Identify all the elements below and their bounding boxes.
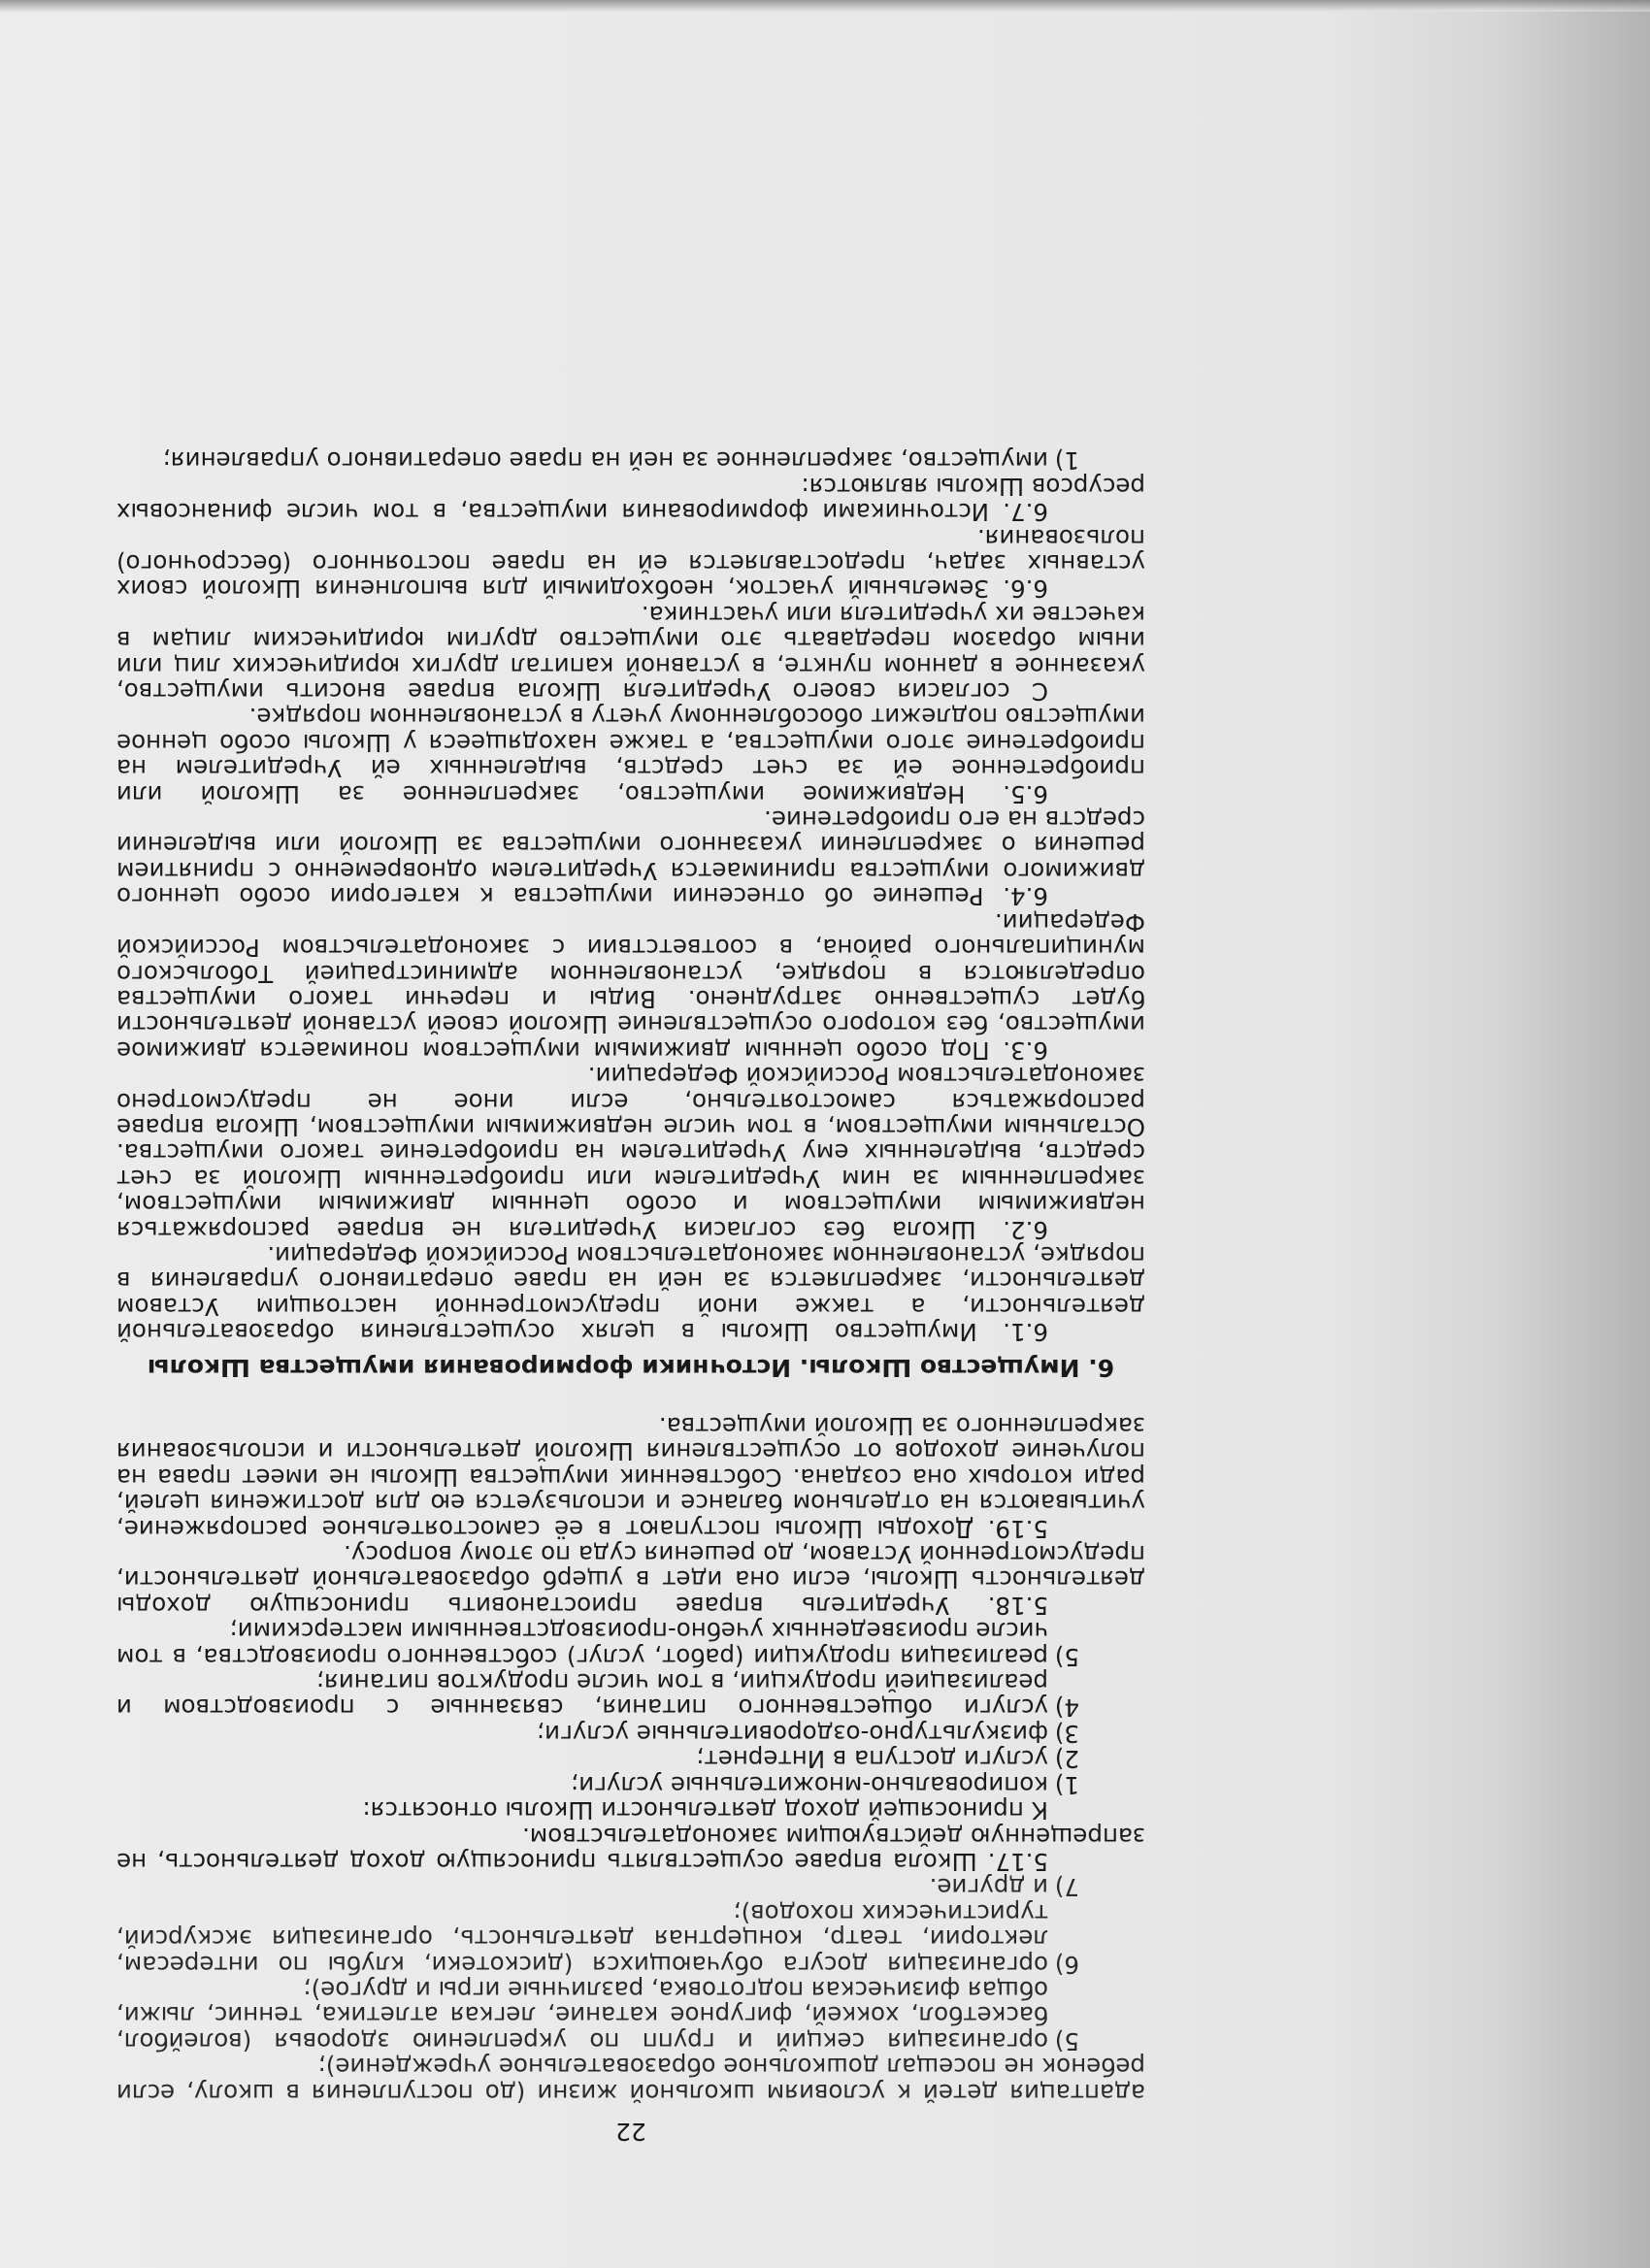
list-item-number: 1): [1054, 446, 1079, 476]
list-item-text: организация секций и групп по укреплению здоровья (волейбол, баскетбол, хоккей, фигурное катание, легкая атлетика, теннис, лыжи, общая физическая подготовка, различные игры и другое);: [116, 1975, 1048, 2055]
list-item: [116, 1898, 1145, 1979]
list-item-number: 5): [1054, 1642, 1079, 1671]
list-item-text: услуги общественного питания, связанные с производством и реализацией продукции, в том числе продуктов питания;: [116, 1668, 1048, 1723]
clause-6-4: 6.4. Решение об отнесении имущества к категории особо ценного движимого имущества принимается Учредителем одновременно с принятием решения о закреплении указанного имущества за Школой или выделении средств на его приобретение.: [116, 805, 1145, 911]
list-item: [116, 1770, 1145, 1799]
adaptation-paragraph: адаптация детей к условиям школьной жизни (до поступления в школу, если ребенок не посещал дошкольное образовательное учреждение);: [116, 2053, 1145, 2107]
list-item-number: 3): [1054, 1719, 1079, 1748]
list-item-text: реализация продукции (работ, услуг) собственного производства, в том числе произведенных учебно-производственными мастерскими;: [116, 1617, 1048, 1671]
clause-5-17-lead: К приносящей доход деятельности Школы относятся:: [362, 1796, 1048, 1825]
list-item-number: 4): [1054, 1693, 1079, 1723]
list-item: [116, 1618, 1145, 1669]
page-number: 22: [615, 2118, 646, 2146]
list-item: [116, 1745, 1145, 1774]
clause-5-18: 5.18. Учредитель вправе приостановить приносящую доходы деятельность Школы, если она идет в ущерб образовательной деятельности, предусмотренной Уставом, до решения суда по этому вопросу.: [116, 1540, 1145, 1620]
list-item: [116, 1977, 1145, 2054]
list-item-number: 7): [1054, 1873, 1079, 1902]
clause-6-7: 6.7. Источниками формирования имущества, в том числе финансовых ресурсов Школы являются:: [116, 472, 1145, 527]
list-item-number: 2): [1054, 1745, 1079, 1774]
clause-6-5-consent: С согласия своего Учредителя Школа вправе вносить имущество, указанное в данном пункте, в уставной капитал других юридических лиц или иным образом передавать это имущество другим юридическим лицам в качестве их учредителя или участника.: [116, 600, 1145, 707]
list-item-text: организация досуга обучающихся (дискотеки, клубы по интересам, лектории, театр, концертная деятельность, организация экскурсий, туристических походов);: [116, 1898, 1048, 1979]
list-item-number: 1): [1054, 1770, 1079, 1799]
list-item-text: физкультурно-оздоровительные услуги;: [536, 1719, 1048, 1748]
clause-6-1: 6.1. Имущество Школы в целях осуществления образовательной деятельности, а также иной предусмотренной настоящим Уставом деятельности, закрепляется за ней на праве оперативного управления в порядке, установленном законодательством Российской Федерации.: [116, 1241, 1145, 1347]
list-item: [116, 1873, 1145, 1902]
scan-binding-shadow: [1495, 0, 1650, 2268]
clause-5-19: 5.19. Доходы Школы поступают в её самостоятельное распоряжение, учитываются на отдельном балансе и используется ею для достижения целей, ради которых она создана. Собственник имущества Школы не имеет права на получение доходов от осуществления Школой деятельности и использования закрепленного за Школой имущества.: [116, 1412, 1145, 1543]
list-item-text: услуги доступа в Интернет;: [696, 1745, 1048, 1774]
clause-6-6: 6.6. Земельный участок, необходимый для выполнения Школой своих уставных задач, предоставляется ей на праве постоянного (бессрочного) пользования.: [116, 523, 1145, 604]
section-6-heading: 6. Имущество Школы. Источники формирования имущества Школы: [147, 1353, 1115, 1382]
list-item-text: имущество, закрепленное за ней на праве оперативного управления;: [162, 446, 1048, 476]
clause-6-2: 6.2. Школа без согласия Учредителя не вправе распоряжаться недвижимым имуществом и особо ценным движимым имуществом, закрепленным за ним Учредителем или приобретенным Школой за счет средств, выделенных ему Учредителем на приобретение такого имущества. Остальным имуществом, в том числе недвижимым имуществом, Школа вправе распоряжаться самостоятельно, если иное не предусмотрено законодательством Российской Федерации.: [116, 1062, 1145, 1244]
list-item: [116, 1669, 1145, 1721]
list-item-number: 6): [1054, 1950, 1079, 1979]
clause-6-3: 6.3. Под особо ценным движимым имуществом понимается движимое имущество, без которого осуществление Школой своей уставной деятельности будет существенно затруднено. Виды и перечни такого имущества определяются в порядке, установленном администрацией Тобольского муниципального района, в соответствии с законодательством Российской Федерации.: [116, 907, 1145, 1065]
list-item-text: копировально-множительные услуги;: [571, 1770, 1048, 1799]
list-item-number: 5): [1054, 2026, 1079, 2055]
clause-6-5: 6.5. Недвижимое имущество, закрепленное за Школой или приобретенное ей за счет средств, выделенных ей Учредителем на приобретение этого имущества, а также находящееся у Школы особо ценное имущество подлежит обособленному учету в установленном порядке.: [116, 703, 1145, 808]
document-body: [116, 447, 1145, 2144]
list-item: [116, 446, 1145, 476]
list-item: [116, 1721, 1145, 1746]
list-item-text: и другие.: [929, 1873, 1048, 1902]
clause-5-17: 5.17. Школа вправе осуществлять приносящую доход деятельность, не запрещенную действующим законодательством.: [116, 1822, 1145, 1876]
